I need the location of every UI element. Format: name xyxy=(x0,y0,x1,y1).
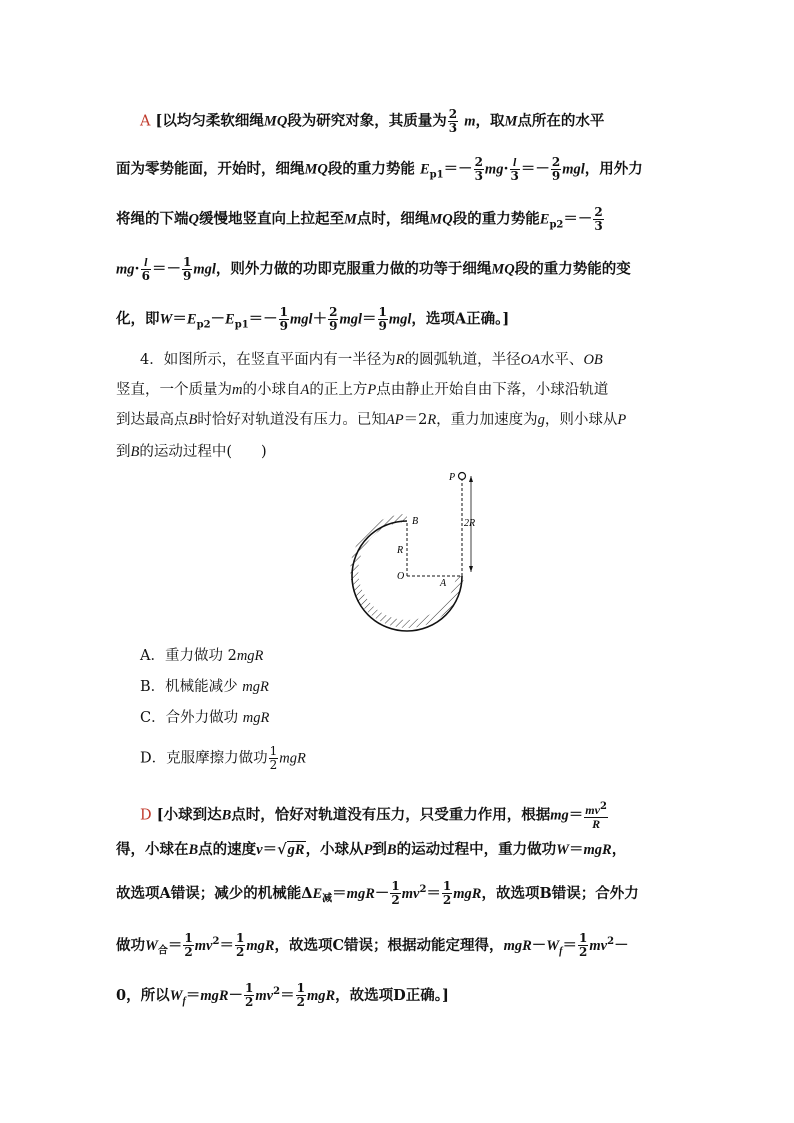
text: ，故选项B错误；合外力 xyxy=(481,884,639,902)
text: 4．如图所示，在竖直平面内有一半径为 xyxy=(140,352,396,368)
answer4-line2: 得，小球在B点的速度v＝√gR，小球从P到B的运动过程中，重力做功W＝mgR， xyxy=(116,841,627,858)
text: 0，所以 xyxy=(116,986,170,1004)
text: ，用外力 xyxy=(584,160,643,178)
answer4-line5: 0，所以$W_f=mgR-$ $\frac{1}{2}$ $mv^2=$ $\frac{1}{2}$ mgR，故选项D正确。] xyxy=(116,981,449,1010)
text: B．机械能减少 xyxy=(140,679,238,695)
arrow-down xyxy=(469,566,473,572)
answer4-line4: 做功$W_合=$ $\frac{1}{2}$ $mv^2=$ $\frac{1}{2}$ mgR，故选项C错误；根据动能定理得，$mgR-W_f=$ $\frac{1}{2}$ $mv^2-$ xyxy=(116,931,629,960)
text: 段的重力势能的变 xyxy=(514,260,631,278)
text: ，小球从 xyxy=(305,841,364,858)
question4-line1: 4．如图所示，在竖直平面内有一半径为R的圆弧轨道，半径OA水平、OB xyxy=(140,352,603,368)
text: 点所在的水平 xyxy=(517,112,605,130)
answer3-line1 xyxy=(140,108,604,135)
label-A: A xyxy=(440,578,447,589)
text: 面为零势能面，开始时，细绳 xyxy=(116,160,305,178)
text: 段为研究对象，其质量为 xyxy=(287,112,447,130)
text: 到 xyxy=(372,841,387,858)
fraction: $\frac{2}{3}$ xyxy=(448,107,458,135)
answer3-line4: mg· $\frac{l}{6}$ ＝－ $\frac{1}{9}$ mgl，则外力做的功即克服重力做的功等于细绳MQ段的重力势能的变 xyxy=(116,255,631,283)
answer4-line1: D [小球到达B点时，恰好对轨道没有压力，只受重力作用，根据mg＝ $\frac{mv^2}{R}$ xyxy=(140,801,607,831)
text: ，故选项C错误；根据动能定理得， xyxy=(274,936,504,954)
option-B: B．机械能减少 mgR xyxy=(140,679,269,695)
text: 到 xyxy=(116,444,131,460)
text: C．合外力做功 xyxy=(140,710,239,726)
text: D．克服摩擦力做功 xyxy=(140,750,268,767)
label-P: P xyxy=(449,472,456,483)
text: 的运动过程中，重力做功 xyxy=(396,841,557,858)
question4-line2: 竖直，一个质量为m的小球自A的正上方P点由静止开始自由下落，小球沿轨道 xyxy=(116,382,609,398)
label-B: B xyxy=(412,516,419,527)
text: 将绳的下端 xyxy=(116,210,189,228)
text: ，取 xyxy=(475,112,505,130)
text: 缓慢地竖直向上拉起至 xyxy=(198,210,344,228)
text: 的正上方 xyxy=(309,382,368,398)
ball-P xyxy=(459,473,466,480)
text: 竖直，一个质量为 xyxy=(116,382,232,398)
answer3-line3: 将绳的下端Q缓慢地竖直向上拉起至M点时，细绳MQ段的重力势能$E_{p2}=-$ $\frac{2}{3}$ xyxy=(116,205,603,233)
text: ，重力加速度为 xyxy=(436,412,538,428)
text: [以均匀柔软细绳 xyxy=(155,112,264,130)
answer3-line2: 面为零势能面，开始时，细绳MQ段的重力势能 $E_{p1}=-$ $\frac{2}{3}$ mg· $\frac{l}{3}$ ＝－ $\frac{2}{9}$ mgl，用外力 xyxy=(116,155,643,183)
text: 时恰好对轨道没有压力。已知 xyxy=(197,412,386,428)
text: MQ xyxy=(263,113,288,130)
text: 点时，恰好对轨道没有压力，只受重力作用，根据 xyxy=(231,806,551,824)
text: 到达最高点 xyxy=(116,412,189,428)
text: 的圆弧轨道，半径 xyxy=(404,352,521,368)
text: ，则小球从 xyxy=(544,412,618,428)
question4-line3: 到达最高点B时恰好对轨道没有压力。已知AP＝2R，重力加速度为g，则小球从P xyxy=(116,412,627,428)
option-A: A．重力做功 2mgR xyxy=(140,648,264,664)
text: A．重力做功 2 xyxy=(140,648,237,664)
text: 段的重力势能 xyxy=(452,210,540,228)
answer4-letter: D xyxy=(140,807,152,824)
option-C: C．合外力做功 mgR xyxy=(140,710,270,726)
label-O: O xyxy=(397,571,405,582)
text: 水平、 xyxy=(539,352,584,368)
text: 的小球自 xyxy=(242,382,301,398)
text: 点的速度 xyxy=(198,841,257,858)
answer4-line3: 故选项A错误；减少的机械能$\Delta E_减=mgR-$ $\frac{1}{2}$ $mv^2=$ $\frac{1}{2}$ mgR，故选项B错误；合外力 xyxy=(116,879,639,908)
text: ，选项A正确。] xyxy=(411,310,510,328)
text: 化，即 xyxy=(116,310,160,328)
text: 故选项A错误；减少的机械能Δ xyxy=(116,884,313,902)
option-D: D．克服摩擦力做功 $\frac{1}{2}$ mgR xyxy=(140,744,306,772)
text: 做功 xyxy=(116,936,145,954)
text: [小球到达 xyxy=(156,806,222,824)
text: 段的重力势能 xyxy=(327,160,415,178)
text: M xyxy=(504,113,518,130)
text: ，故选项D正确。] xyxy=(335,986,449,1004)
text: 点时，细绳 xyxy=(356,210,430,228)
text: ，则外力做的功即克服重力做的功等于细绳 xyxy=(215,260,492,278)
label-2R: 2R xyxy=(464,518,476,529)
text: m xyxy=(464,113,476,130)
text: 点由静止开始自由下落，小球沿轨道 xyxy=(376,382,609,398)
label-R: R xyxy=(397,545,404,556)
question4-line4: 到B的运动过程中( ) xyxy=(116,444,267,460)
answer3-line5: 化，即$W=E_{p2}-E_{p1}=-$ $\frac{1}{9}$ mgl＋ $\frac{2}{9}$ mgl＝ $\frac{1}{9}$ mgl，选项A正确。] xyxy=(116,305,510,333)
text: 得，小球在 xyxy=(116,841,189,858)
text: 的运动过程中( ) xyxy=(139,444,267,460)
arrow-up xyxy=(469,476,473,482)
answer3-letter: A xyxy=(140,113,151,130)
track-figure xyxy=(330,466,510,636)
